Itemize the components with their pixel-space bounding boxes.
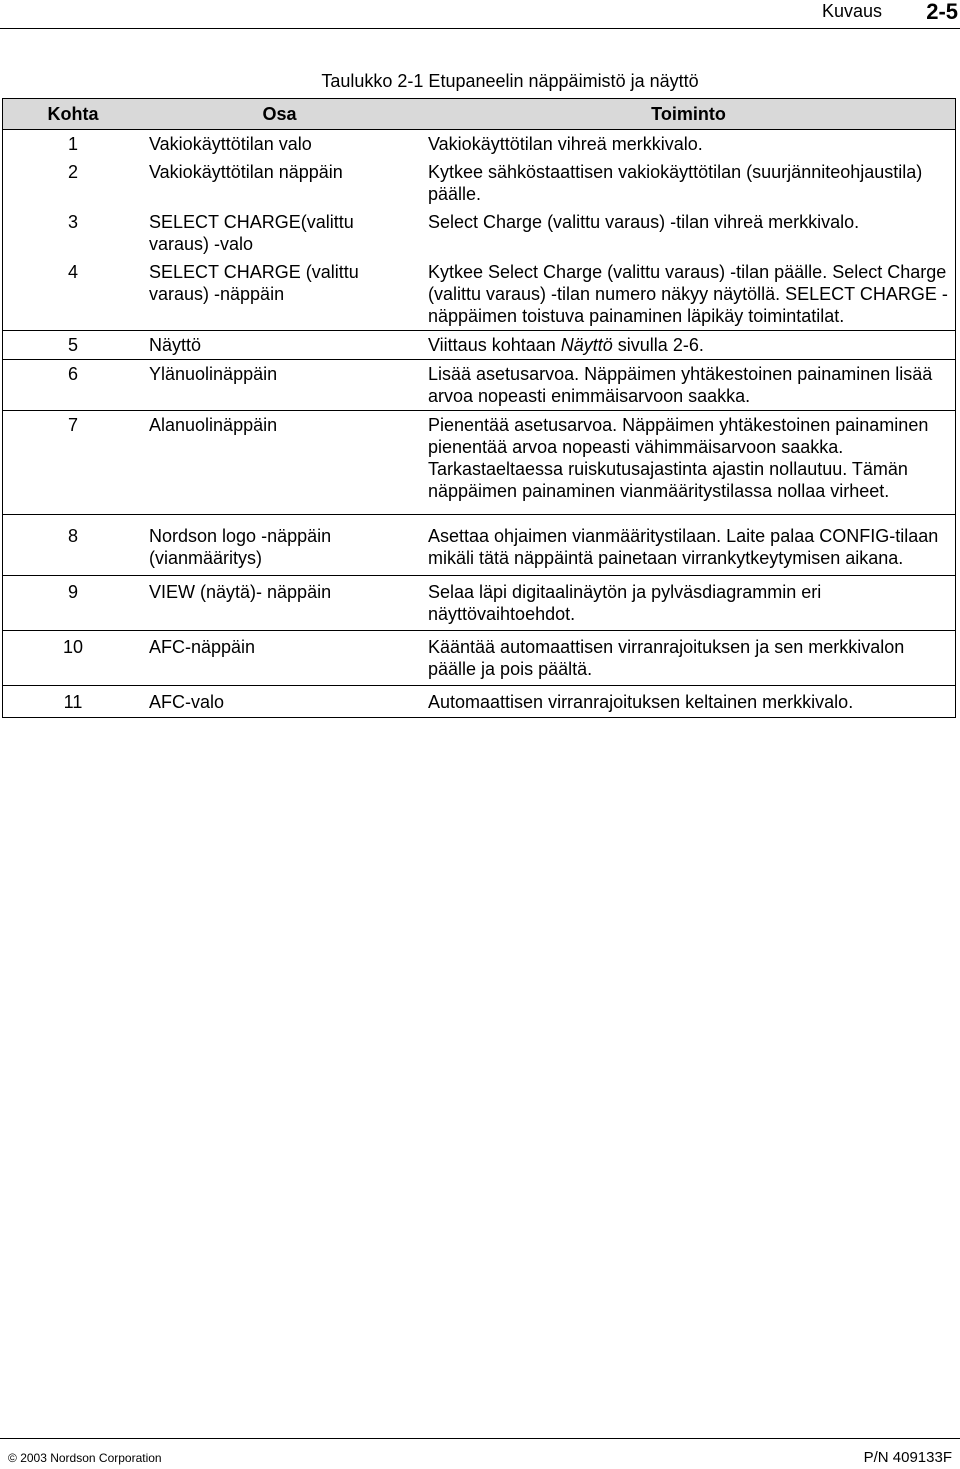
- table-row: [3, 130, 956, 159]
- table-header-row: [3, 99, 956, 130]
- item-number: 9: [3, 576, 138, 631]
- part-name: Ylänuolinäppäin: [137, 360, 416, 411]
- copyright-icon: ©: [8, 1451, 17, 1465]
- copyright-text: 2003 Nordson Corporation: [20, 1451, 162, 1465]
- table-row: [3, 576, 956, 631]
- part-name: VIEW (näytä)- näppäin: [137, 576, 416, 631]
- function-text: Kytkee Select Charge (valittu varaus) -tilan päälle. Select Charge (valittu varaus) -tilan numero näkyy näytöllä. SELECT CHARGE -näppäimen toistuva painaminen läpikäy toimintatilat.: [416, 258, 956, 331]
- function-text: Vakiokäyttötilan vihreä merkkivalo.: [416, 130, 956, 159]
- column-header-function: Toiminto: [416, 99, 956, 130]
- item-number: 6: [3, 360, 138, 411]
- item-number: 8: [3, 515, 138, 576]
- part-name: Alanuolinäppäin: [137, 411, 416, 515]
- part-name: AFC-valo: [137, 686, 416, 718]
- function-text: Lisää asetusarvoa. Näppäimen yhtäkestoinen painaminen lisää arvoa nopeasti enimmäisarvoon saakka.: [416, 360, 956, 411]
- keypad-display-table: [2, 98, 956, 718]
- table-row: [3, 515, 956, 576]
- item-number: 2: [3, 158, 138, 208]
- part-name: AFC-näppäin: [137, 631, 416, 686]
- page-header: [0, 0, 960, 30]
- footer-rule: [0, 1438, 960, 1439]
- column-header-part: Osa: [137, 99, 416, 130]
- part-number: P/N 409133F: [863, 1449, 952, 1466]
- part-name: Nordson logo -näppäin (vianmääritys): [137, 515, 416, 576]
- item-number: 7: [3, 411, 138, 515]
- table-row: [3, 208, 956, 258]
- function-text: Selaa läpi digitaalinäytön ja pylväsdiagrammin eri näyttövaihtoehdot.: [416, 576, 956, 631]
- part-name: Näyttö: [137, 331, 416, 360]
- copyright: [8, 1451, 162, 1465]
- item-number: 10: [3, 631, 138, 686]
- function-text: Automaattisen virranrajoituksen keltainen merkkivalo.: [416, 686, 956, 718]
- table-row: [3, 631, 956, 686]
- function-text: Select Charge (valittu varaus) -tilan vihreä merkkivalo.: [416, 208, 956, 258]
- header-rule: [0, 28, 960, 29]
- part-name: SELECT CHARGE(valittu varaus) -valo: [149, 212, 354, 254]
- cross-reference: Näyttö: [560, 335, 613, 355]
- table-row: [3, 331, 956, 360]
- table-row: [3, 411, 956, 515]
- item-number: 5: [3, 331, 138, 360]
- part-name: Vakiokäyttötilan valo: [149, 134, 312, 154]
- column-header-item: Kohta: [3, 99, 138, 130]
- table-row: [3, 686, 956, 718]
- function-text: Viittaus kohtaan Näyttö sivulla 2-6.: [416, 331, 956, 360]
- section-title: Kuvaus: [821, 1, 882, 21]
- part-name: Vakiokäyttötilan näppäin: [149, 162, 343, 182]
- page-number: 2-5: [926, 0, 958, 24]
- function-text: Pienentää asetusarvoa. Näppäimen yhtäkestoinen painaminen pienentää arvoa nopeasti vähimmäisarvoon saakka. Tarkastaeltaessa ruiskutusajastinta ajastin nollautuu. Tämän näppäimen painaminen vianmääritystilassa nollaa virheet.: [416, 411, 956, 515]
- function-text: Kääntää automaattisen virranrajoituksen ja sen merkkivalon päälle ja pois päältä.: [416, 631, 956, 686]
- table-row: [3, 158, 956, 208]
- part-name: SELECT CHARGE (valittu varaus) -näppäin: [149, 262, 359, 304]
- item-number: 4: [3, 258, 138, 331]
- item-number: 3: [3, 208, 138, 258]
- table-row: [3, 360, 956, 411]
- function-text: Asettaa ohjaimen vianmääritystilaan. Laite palaa CONFIG-tilaan mikäli tätä näppäintä painetaan virrankytkeytymisen aikana.: [416, 515, 956, 576]
- table-row: [3, 258, 956, 331]
- function-text: Kytkee sähköstaattisen vakiokäyttötilan (suurjänniteohjaustila) päälle.: [416, 158, 956, 208]
- table-caption: Taulukko 2-1 Etupaneelin näppäimistö ja näyttö: [321, 71, 699, 91]
- item-number: 1: [3, 130, 138, 159]
- item-number: 11: [3, 686, 138, 718]
